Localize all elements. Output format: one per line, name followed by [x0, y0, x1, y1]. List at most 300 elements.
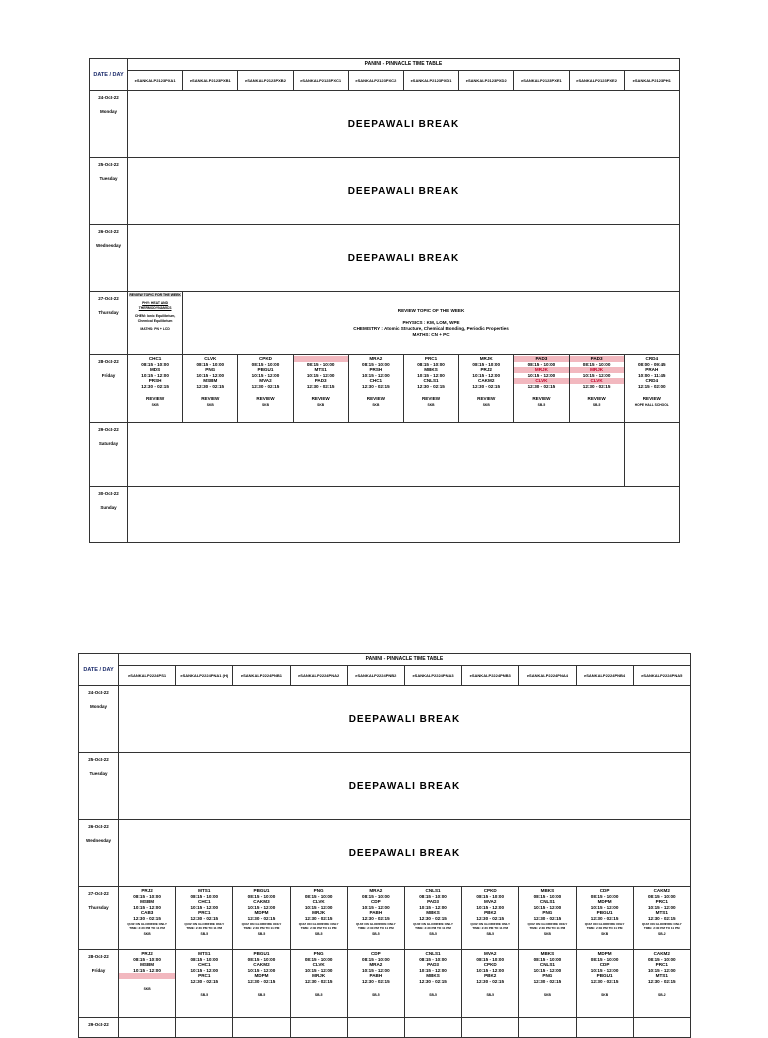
slot-line: PRJ2 [141, 888, 153, 893]
quiz-note: QUIZ ON GLORIFIRE ONLY [527, 921, 568, 926]
venue-label: SB-2 [658, 931, 666, 936]
empty-cell [290, 1018, 347, 1038]
review-chem: CHEM: Ionic Equilibrium, Chemical Equilibrium [134, 314, 176, 323]
review-label: REVIEW [256, 395, 275, 401]
slot-line: 12:30 - 02:15 [417, 383, 445, 389]
slot-line: 10:15 - 12:00 [133, 967, 161, 973]
venue-label: SB-5 [486, 931, 494, 936]
quiz-time: TIME: 2:30 PM TO 11 PM [415, 925, 451, 930]
slot-line: MBKS [426, 910, 440, 916]
venue-label: SKB [317, 403, 325, 408]
venue-label: SKB [372, 403, 380, 408]
slot-line: 10:15 - 12:00 [527, 372, 556, 378]
empty-cell [462, 1018, 519, 1038]
slot-line: 12:30 - 02:15 [362, 978, 390, 984]
slot-line: 12:30 - 02:15 [533, 915, 562, 921]
slot-line: MSBM [140, 899, 155, 905]
empty-cell [176, 1018, 233, 1038]
review-label: REVIEW [477, 395, 496, 401]
slot-line: PBK2 [484, 973, 497, 979]
quiz-note: QUIZ ON GLORIFIRE ONLY [127, 921, 167, 926]
batch-header: eSANKALP2123PXC2 [348, 71, 403, 91]
slot-line: 10:15 - 12:00 [647, 904, 676, 910]
date-cell: 24-Oct-22 Monday [79, 686, 119, 753]
slot-line: 12:30 - 02:15 [527, 383, 556, 389]
venue-label: SKB [601, 931, 609, 936]
slot-line: 12:30 - 02:15 [133, 915, 161, 921]
slot-line: PAD3 [314, 378, 327, 384]
schedule-cell [462, 950, 519, 1018]
slot-line: 10:15 - 12:00 [251, 372, 280, 378]
table-row [90, 292, 680, 355]
slot-line: 08:15 - 10:00 [362, 361, 390, 367]
batch-header: eSANKALP2123PXD2 [459, 71, 514, 91]
venue-label: SKB [151, 403, 159, 408]
slot-line: 10:15 - 12:00 [306, 372, 335, 378]
slot-line: 10:15 - 12:00 [417, 372, 445, 378]
slot-line: PRJ2 [141, 951, 153, 956]
slot-line: PNG [313, 951, 324, 956]
table-row [90, 225, 680, 292]
table-title: PANINI - PINNACLE TIME TABLE [119, 654, 691, 666]
schedule-cell [233, 887, 290, 950]
slot-line: PNG [542, 910, 553, 916]
quiz-note: QUIZ ON GLORIFIRE ONLY [184, 921, 225, 926]
slot-line: 10:15 - 12:00 [362, 967, 390, 973]
empty-cell [633, 1018, 690, 1038]
quiz-note: QUIZ ON GLORIFIRE ONLY [641, 921, 682, 926]
slot-line: PNG [542, 973, 553, 979]
slot-line: CHC1 [148, 356, 162, 361]
batch-header: eSANKALP2224PNB2 [347, 666, 404, 686]
slot-line: PBK2 [484, 910, 497, 916]
break-cell: DEEPAWALI BREAK [119, 820, 691, 887]
batch-header: eSANKALP2123PXE1 [514, 71, 569, 91]
slot-line: 12:15 - 02:00 [637, 383, 666, 389]
slot-line: CPKD [258, 356, 272, 361]
batch-header: eSANKALP2123PXB1 [183, 71, 238, 91]
slot-line: 12:30 - 02:15 [247, 978, 276, 984]
schedule-cell [633, 887, 690, 950]
slot-line: PRC1 [424, 356, 438, 361]
slot-line: 08:15 - 10:00 [362, 956, 390, 962]
slot-line: PRSH [369, 367, 383, 373]
slot-line: PBGU1 [253, 888, 270, 893]
empty-cell [233, 1018, 290, 1038]
venue-label: SB-5 [314, 931, 323, 936]
batch-header: eSANKALP2224PNA2 [290, 666, 347, 686]
slot-line: 12:30 - 02:15 [196, 383, 225, 389]
date-cell: 24-Oct-22 Monday [90, 91, 128, 158]
date-cell: 26-Oct-22 Wednesday [79, 820, 119, 887]
slot-line: MBKS [540, 951, 555, 956]
table-row [79, 1018, 691, 1038]
review-label: REVIEW [587, 395, 606, 401]
slot-line: 12:30 - 02:15 [647, 915, 676, 921]
quiz-note: QUIZ ON GLORIFIRE ONLY [470, 921, 511, 926]
date-cell: 30-Oct-22 Sunday [90, 487, 128, 543]
slot-line: 10:15 - 12:00 [419, 967, 447, 973]
empty-cell [576, 1018, 633, 1038]
date-cell: 29-Oct-22 Saturday [90, 423, 128, 487]
slot-line: 08:15 - 10:00 [133, 893, 161, 899]
review-main-maths: MATHS: CN + PC [412, 332, 450, 337]
schedule-cell [348, 355, 403, 423]
table-title: PANINI - PINNACLE TIME TABLE [128, 59, 680, 71]
empty-cell [347, 1018, 404, 1038]
table-row [90, 423, 680, 487]
slot-line: PABH [369, 973, 383, 979]
review-phy: PHY: HEAT AND THERMODYNAMICS [138, 301, 172, 310]
schedule-cell [119, 950, 176, 1018]
review-topics-cell [128, 292, 183, 355]
review-label: REVIEW [642, 395, 661, 401]
slot-line: 12:30 - 02:15 [304, 978, 333, 984]
slot-line: MTS1 [655, 973, 668, 979]
slot-line: CPKD [483, 962, 497, 968]
timetable-1 [89, 58, 680, 543]
schedule-cell [576, 887, 633, 950]
slot-line: 10:15 - 12:00 [133, 904, 161, 910]
review-maths: MATHS: PN + LCD [140, 327, 170, 332]
break-cell: DEEPAWALI BREAK [119, 686, 691, 753]
slot-line: 10:00 - 11:45 [638, 372, 666, 378]
schedule-cell [576, 950, 633, 1018]
review-label: REVIEW [146, 395, 165, 401]
venue-label: SB-5 [314, 992, 323, 997]
table-row [90, 355, 680, 423]
slot-line: 12:30 - 02:15 [647, 978, 676, 984]
schedule-cell [519, 887, 576, 950]
slot-line: MDPM [597, 951, 612, 956]
schedule-cell [233, 950, 290, 1018]
date-cell: 27-Oct-22 Thursday [90, 292, 128, 355]
slot-line: CLVK [312, 962, 325, 968]
slot-line: 08:15 - 10:00 [472, 361, 501, 367]
slot-line: 08:15 - 10:00 [527, 361, 556, 367]
slot-line: CAKM2 [653, 888, 670, 893]
slot-line: 08:15 - 10:00 [133, 956, 161, 962]
slot-line: 10:15 - 12:00 [362, 904, 390, 910]
slot-line: 10:15 - 12:00 [247, 904, 276, 910]
schedule-cell [459, 355, 514, 423]
batch-header: eSANKALP2123PXB2 [238, 71, 293, 91]
venue-label: SB-5 [592, 403, 601, 408]
slot-line: 08:15 - 10:00 [533, 956, 562, 962]
quiz-time: TIME: 2:30 PM TO 11 PM [243, 925, 280, 930]
slot-line: CDP [370, 951, 381, 956]
schedule-cell [347, 887, 404, 950]
batch-header: eSANKALP2224PNA1 (H) [176, 666, 233, 686]
slot-line: PNG [205, 367, 216, 373]
table-row [79, 753, 691, 820]
slot-line: CAKM2 [478, 378, 495, 384]
slot-line: 10:15 - 12:00 [419, 904, 447, 910]
slot-line: CLVK [204, 356, 217, 361]
slot-line: 12:30 - 02:15 [590, 915, 619, 921]
empty-cell [519, 1018, 576, 1038]
slot-line: 10:15 - 12:00 [476, 967, 505, 973]
slot-line: MRA2 [369, 888, 383, 893]
slot-line: 12:30 - 02:15 [590, 978, 619, 984]
slot-line: 10:15 - 12:00 [362, 372, 390, 378]
slot-line: PBGU1 [253, 951, 270, 956]
slot-line: MRJK [312, 973, 326, 979]
slot-line: 12:30 - 02:15 [476, 915, 505, 921]
batch-header: eSANKALP2224PNA5 [633, 666, 690, 686]
slot-line: MDS [149, 367, 161, 373]
slot-line: 08:00 - 09:45 [637, 361, 666, 367]
break-cell: DEEPAWALI BREAK [128, 91, 680, 158]
date-cell: 28-Oct-22 Friday [79, 950, 119, 1018]
slot-line: 08:15 - 10:00 [196, 361, 225, 367]
slot-line: MRA2 [369, 356, 383, 361]
review-label: REVIEW [311, 395, 330, 401]
slot-line: PAD3 [427, 962, 439, 968]
slot-line: 10:15 - 12:00 [190, 967, 219, 973]
schedule-cell [569, 355, 624, 423]
slot-line: CAB3 [140, 910, 154, 916]
venue-label: SB-5 [200, 931, 209, 936]
quiz-time: TIME: 2:30 PM TO 11 PM [586, 925, 623, 930]
slot-line: 08:15 - 10:00 [304, 956, 333, 962]
batch-header: eSANKALP2123PXC1 [293, 71, 348, 91]
slot-line: CDP [599, 888, 610, 893]
slot-line: CHC1 [198, 962, 211, 968]
slot-line: PRC1 [655, 962, 668, 968]
schedule-cell [404, 887, 461, 950]
quiz-time: TIME: 2:30 PM TO 11 PM [129, 925, 165, 930]
slot-line: PAD3 [514, 356, 568, 362]
batch-header: eSANKALP2224PS1 [119, 666, 176, 686]
table-row [79, 820, 691, 887]
slot-line: MRA2 [369, 962, 383, 968]
venue-label: SKB [601, 992, 609, 997]
venue-label: SB-5 [200, 992, 209, 997]
slot-line: PRC1 [655, 899, 668, 905]
slot-line: MDPM [597, 899, 612, 905]
slot-line: CAKM3 [253, 899, 270, 905]
slot-line: MVA2 [484, 899, 497, 905]
venue-label: SB-2 [658, 992, 666, 997]
slot-line: 08:15 - 10:00 [247, 956, 276, 962]
slot-line: CDP [370, 899, 381, 905]
review-label: REVIEW [201, 395, 220, 401]
slot-line: 08:15 - 10:00 [590, 956, 619, 962]
slot-line: CHC1 [369, 378, 383, 384]
slot-line: MVA2 [259, 378, 272, 384]
slot-line: PNG [313, 888, 324, 893]
slot-line: 10:15 - 12:00 [141, 372, 169, 378]
slot-line: CNLS1 [425, 888, 441, 893]
break-cell: DEEPAWALI BREAK [128, 158, 680, 225]
date-cell: 29-Oct-22 [79, 1018, 119, 1038]
empty-cell [128, 487, 680, 543]
batch-header: eSANKALP2224PNA3 [404, 666, 461, 686]
schedule-cell [119, 887, 176, 950]
slot-line: 10:15 - 12:00 [247, 967, 276, 973]
slot-line: 12:30 - 02:15 [476, 978, 505, 984]
review-topics-title: REVIEW TOPIC FOR THE WEEK [129, 293, 181, 297]
schedule-cell [293, 355, 348, 423]
table-row [79, 887, 691, 950]
slot-line: CPKD [483, 888, 497, 893]
quiz-note: QUIZ ON GLORIFIRE ONLY [355, 921, 396, 926]
quiz-time: TIME: 2:30 PM TO 11 PM [472, 925, 509, 930]
venue-label: SB-5 [372, 931, 380, 936]
slot-line: 12:30 - 02:15 [362, 915, 390, 921]
schedule-cell [404, 950, 461, 1018]
date-cell: 25-Oct-22 Tuesday [90, 158, 128, 225]
venue-label: SKB [543, 931, 551, 936]
slot-line: 08:15 - 10:00 [419, 893, 447, 899]
slot-line: 08:15 - 10:00 [590, 893, 619, 899]
batch-header: eSANKALP2224PNB1 [233, 666, 290, 686]
venue-label: SKB [261, 403, 269, 408]
slot-line: 10:15 - 12:00 [304, 904, 333, 910]
slot-line: PRSH [148, 378, 162, 384]
slot-line: CRD4 [645, 378, 659, 384]
venue-label: SB-5 [257, 931, 266, 936]
slot-line: PAD3 [570, 356, 624, 362]
empty-cell [119, 1018, 176, 1038]
slot-line: CLVK [514, 378, 568, 384]
quiz-time: TIME: 2:30 PM TO 11 PM [300, 925, 337, 930]
batch-header: eSANKALP2224PNB4 [576, 666, 633, 686]
review-label: REVIEW [421, 395, 441, 401]
slot-line: PRJ2 [480, 367, 492, 373]
venue-label: HOPE HALL SCHOOL [634, 403, 669, 408]
slot-line: MTS1 [655, 910, 668, 916]
break-cell: DEEPAWALI BREAK [128, 225, 680, 292]
slot-line: 10:15 - 12:00 [304, 967, 333, 973]
slot-line: 10:15 - 12:00 [533, 967, 562, 973]
schedule-cell [176, 887, 233, 950]
slot-line: PRAH [645, 367, 659, 373]
slot-line: 12:30 - 02:15 [190, 978, 219, 984]
review-label: REVIEW [532, 395, 551, 401]
table-row [90, 487, 680, 543]
venue-label: SKB [143, 931, 151, 936]
table-row [79, 950, 691, 1018]
slot-line: PBGU1 [257, 367, 274, 373]
schedule-cell [290, 950, 347, 1018]
slot-line: 12:30 - 02:15 [251, 383, 280, 389]
date-cell: 25-Oct-22 Tuesday [79, 753, 119, 820]
schedule-cell [624, 355, 679, 423]
venue-label: SB-5 [372, 992, 380, 997]
empty-cell [404, 1018, 461, 1038]
slot-line: 12:30 - 02:15 [533, 978, 562, 984]
venue-label: SKB [206, 403, 214, 408]
slot-line: MRJK [570, 367, 624, 373]
slot-line: MTS1 [198, 888, 211, 893]
date-day-header: DATE / DAY [79, 654, 119, 686]
slot-line: MTS1 [314, 367, 327, 373]
venue-label: SKB [143, 986, 151, 991]
slot-line: CDP [599, 962, 610, 968]
slot-line: 12:30 - 02:15 [472, 383, 501, 389]
slot-line: MRJK [479, 356, 493, 361]
slot-line: MBKS [424, 367, 438, 373]
slot-line: MDPM [254, 910, 269, 916]
slot-line: 08:15 - 10:00 [419, 956, 447, 962]
venue-label: SB-5 [537, 403, 546, 408]
slot-line: PBGU1 [596, 973, 613, 979]
slot-line: MBKS [540, 888, 555, 893]
slot-line: 10:15 - 12:00 [647, 967, 676, 973]
slot-line: 08:15 - 10:00 [476, 893, 505, 899]
slot-line: CNLS1 [425, 951, 441, 956]
slot-line: CAKM2 [253, 962, 270, 968]
date-cell: 28-Oct-22 Friday [90, 355, 128, 423]
venue-label: SKB [482, 403, 490, 408]
slot-line: CLVK [312, 899, 325, 905]
slot-line: 12:30 - 02:15 [306, 383, 335, 389]
schedule-cell [519, 950, 576, 1018]
table-row [90, 91, 680, 158]
slot-line: PRC1 [198, 910, 211, 916]
review-main-chemistry: CHEMISTRY : Atomic Structure, Chemical Bonding, Periodic Properties [353, 326, 509, 331]
slot-line: 10:15 - 12:00 [533, 904, 562, 910]
schedule-cell [176, 950, 233, 1018]
slot-line: 10:15 - 12:00 [582, 372, 611, 378]
slot-line: CRD4 [645, 356, 659, 361]
slot-line: CNLS1 [423, 378, 439, 384]
date-day-header: DATE / DAY [90, 59, 128, 91]
slot-line: 08:15 - 10:00 [190, 893, 219, 899]
date-cell: 26-Oct-22 Wednesday [90, 225, 128, 292]
batch-header: eSANKALP2224PNB3 [462, 666, 519, 686]
slot-line: MRJK [514, 367, 568, 373]
schedule-cell [347, 950, 404, 1018]
batch-header: eSANKALP2224PNA4 [519, 666, 576, 686]
slot-line: 08:15 - 10:00 [306, 361, 335, 367]
quiz-time: TIME: 2:30 PM TO 11 PM [643, 925, 680, 930]
slot-line: 12:30 - 02:15 [247, 915, 276, 921]
slot-line: 08:15 - 10:00 [647, 956, 676, 962]
slot-line: 12:30 - 02:15 [362, 383, 390, 389]
break-cell: DEEPAWALI BREAK [119, 753, 691, 820]
slot-line: 12:30 - 02:15 [419, 915, 447, 921]
slot-line: 08:15 - 10:00 [582, 361, 611, 367]
slot-line: 08:15 - 10:00 [141, 361, 169, 367]
schedule-cell [403, 355, 458, 423]
slot-line: PBGU1 [596, 910, 613, 916]
slot-line: PRC1 [198, 973, 211, 979]
schedule-cell [183, 355, 238, 423]
slot-line: 08:15 - 10:00 [362, 893, 390, 899]
quiz-time: TIME: 2:30 PM TO 11 PM [357, 925, 394, 930]
batch-header: eSANKALP2123PXA1 [128, 71, 183, 91]
slot-line: MBKS [426, 973, 440, 979]
slot-line: MVA2 [484, 951, 497, 956]
quiz-time: TIME: 2:30 PM TO 11 PM [186, 925, 223, 930]
slot-line: CAKM2 [653, 951, 670, 956]
schedule-cell [290, 887, 347, 950]
venue-label: SB-5 [257, 992, 266, 997]
slot-line: MSBM [140, 962, 155, 968]
slot-line: 12:30 - 02:15 [141, 383, 169, 389]
slot-line: 10:15 - 12:00 [590, 967, 619, 973]
quiz-time: TIME: 2:30 PM TO 11 PM [529, 925, 566, 930]
review-main-physics: PHYSICS : KM, LOM, WPE [402, 320, 460, 325]
slot-line: MTS1 [198, 951, 211, 956]
slot-line: 12:30 - 02:15 [582, 383, 611, 389]
schedule-cell [514, 355, 569, 423]
slot-line: 10:15 - 12:00 [590, 904, 619, 910]
slot-line: 12:30 - 02:15 [419, 978, 447, 984]
